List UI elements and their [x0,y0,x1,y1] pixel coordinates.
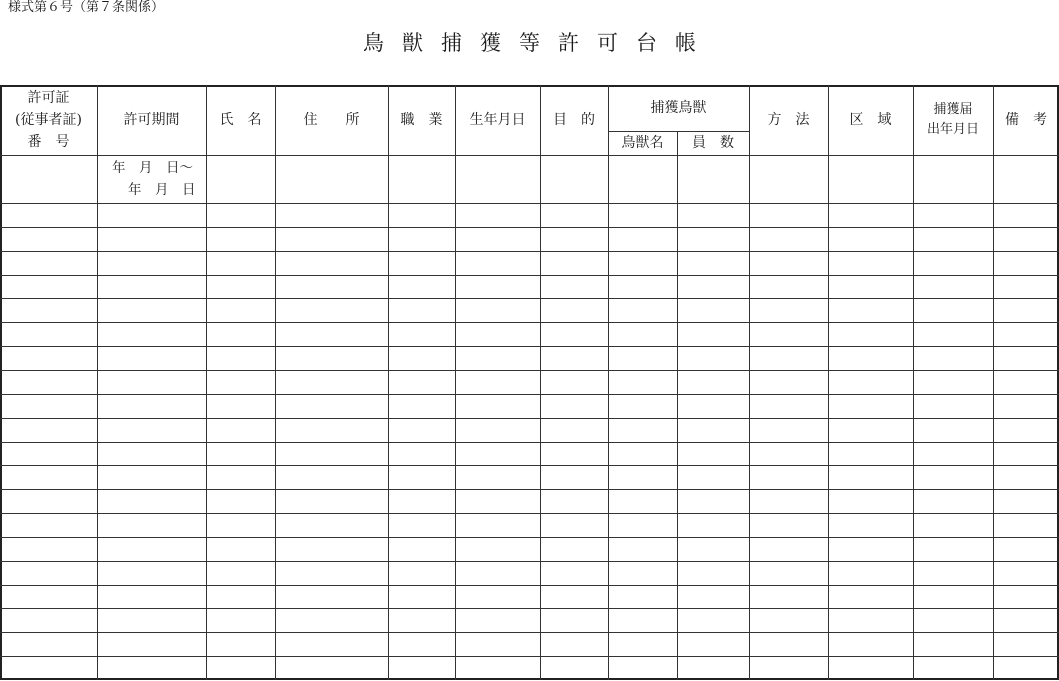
row-line [0,203,1059,204]
header-address: 住 所 [303,112,360,128]
header-permit-number-line3: 番 号 [27,134,70,150]
row-line [0,608,1059,609]
row-line [0,513,1059,514]
row-line [0,251,1059,252]
row-line [0,227,1059,228]
period-end-template: 年 月 日 [128,182,196,198]
header-report-date-line2: 出年月日 [926,122,979,137]
row-line [0,298,1059,299]
row-line [0,561,1059,562]
header-permit-number-line1: 許可証 [27,90,70,106]
header-permit-number [0,85,97,155]
header-remarks: 備 考 [1005,112,1047,128]
column-line [677,131,678,680]
column-line [993,85,994,680]
header-report-date [913,85,993,155]
header-divider [0,155,1059,156]
row-line [0,656,1059,657]
column-line [540,85,541,680]
header-occupation: 職 業 [400,112,443,128]
period-start-template: 年 月 日～ [112,160,193,176]
row-line [0,418,1059,419]
row-line [0,442,1059,443]
page-title: 鳥 獣 捕 獲 等 許 可 台 帳 [363,31,696,55]
header-count: 員 数 [692,135,734,151]
captured-animals-divider [608,131,749,132]
row-line [0,632,1059,633]
header-purpose: 目 的 [553,112,595,128]
form-label: 様式第６号（第７条関係） [8,0,165,15]
header-permit-period: 許可期間 [123,112,180,128]
row-line [0,370,1059,371]
table-border-top [0,85,1059,87]
column-line [97,85,98,680]
header-birthdate: 生年月日 [469,112,526,128]
row-line [0,394,1059,395]
column-line [388,85,389,680]
column-line [206,85,207,680]
header-area: 区 域 [849,112,892,128]
column-line [828,85,829,680]
header-report-date-line1: 捕獲届 [933,102,973,117]
column-line [913,85,914,680]
column-line [608,85,609,680]
table-border-bottom [0,678,1059,680]
header-animal-name: 鳥獣名 [621,135,664,151]
row-line [0,322,1059,323]
header-method: 方 法 [767,112,810,128]
header-captured-animals: 捕獲鳥獣 [650,100,707,116]
column-line [749,85,750,680]
header-name: 氏 名 [219,112,262,128]
row-line [0,489,1059,490]
row-line [0,537,1059,538]
table-border-left [0,85,2,680]
row-line [0,585,1059,586]
row-line [0,465,1059,466]
row-line [0,346,1059,347]
header-permit-number-line2: (従事者証) [15,112,82,128]
column-line [275,85,276,680]
row-line [0,275,1059,276]
column-line [455,85,456,680]
